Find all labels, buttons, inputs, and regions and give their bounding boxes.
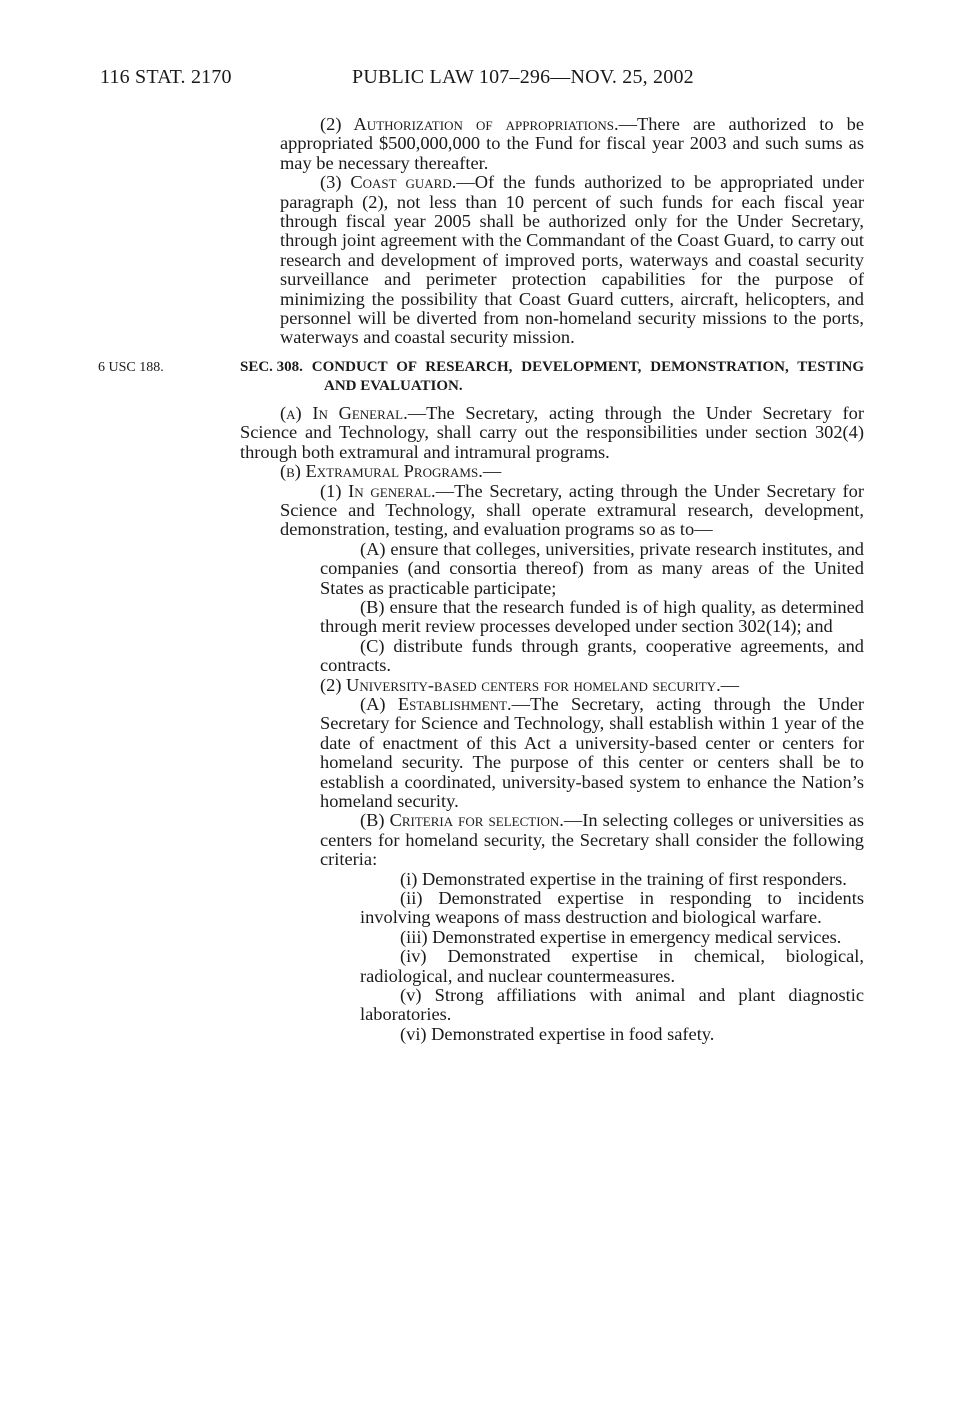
paragraph-text: —Of the funds authorized to be appropriated under paragraph (2), not less than 10 percent of such funds for each fiscal year through fiscal year 2005 shall be authorized only for the Under Secretary, through joint agreement with the Commandant of the Coast Guard, to carry out research and development of improved ports, waterways and coastal security surveillance and perimeter protection capabilities for the purpose of minimizing the possibility that Coast Guard cutters, aircraft, helicopters, and personnel will be diverted from non-homeland security missions to the ports, waterways and coastal security mission. (280, 172, 864, 348)
subsection-a (240, 404, 864, 462)
paragraph-text: —The Secretary, acting through the Under Secretary for Science and Technology, shall carry out the responsibilities under section 302(4) through both extramural and intramural programs. (240, 402, 864, 462)
paragraph-b1 (240, 482, 864, 540)
section-title-text: CONDUCT OF RESEARCH, DEVELOPMENT, DEMONSTRATION, TESTING AND EVALUATION. (311, 358, 864, 394)
paragraph-text: — (720, 674, 740, 695)
paragraph-heading: (2) Authorization of appropriations. (320, 114, 619, 134)
subparagraph-b2-a (240, 695, 864, 811)
running-header (100, 66, 880, 92)
criterion-item: (iii) Demonstrated expertise in emergency medical services. (400, 926, 842, 947)
usc-sidenote: 6 USC 188. (98, 359, 164, 375)
paragraph-heading: (1) In general. (320, 480, 436, 501)
paragraph-text: —The Secretary, acting through the Under Secretary for Science and Technology, shall operate extramural research, development, demonstration, testing, and evaluation programs so as to— (280, 480, 864, 540)
paragraph-heading: (B) Criteria for selection. (360, 810, 564, 831)
criterion-item: (iv) Demonstrated expertise in chemical, biological, radiological, and nuclear countermeasures. (360, 946, 864, 986)
subparagraph-b1-c: (C) distribute funds through grants, cooperative agreements, and contracts. (320, 635, 864, 676)
public-law-citation: PUBLIC LAW 107–296—NOV. 25, 2002 (352, 66, 694, 88)
section-number: SEC. 308. (240, 358, 303, 375)
paragraph-heading: (b) Extramural Programs. (280, 461, 483, 482)
paragraph-authorization (240, 115, 864, 173)
document-body (98, 114, 865, 1044)
criterion-item: (i) Demonstrated expertise in the training of first responders. (400, 868, 847, 889)
paragraph-heading: (3) Coast guard. (320, 172, 457, 193)
subparagraph-b1-a: (A) ensure that colleges, universities, private research institutes, and companies (and consortia thereof) from as many areas of the United States as practicable participate; (320, 538, 864, 598)
paragraph-text: — (482, 461, 502, 482)
subparagraph-b2-b (240, 811, 864, 869)
statute-page-number: 116 STAT. 2170 (100, 66, 232, 88)
section-header (98, 358, 864, 396)
subparagraph-b1-b: (B) ensure that the research funded is of high quality, as determined through merit review processes developed under section 302(14); and (320, 596, 864, 637)
paragraph-coast-guard (240, 173, 864, 348)
criterion-item: (ii) Demonstrated expertise in responding to incidents involving weapons of mass destruction and biological warfare. (360, 888, 864, 928)
paragraph-heading: (a) In General. (280, 402, 408, 423)
criterion-item: (v) Strong affiliations with animal and plant diagnostic laboratories. (360, 985, 864, 1025)
paragraph-text: —There are authorized to be appropriated $500,000,000 to the Fund for fiscal year 2003 and such sums as may be necessary thereafter. (280, 114, 865, 173)
subsection-b (240, 462, 864, 481)
criterion-item: (vi) Demonstrated expertise in food safety. (400, 1023, 715, 1044)
paragraph-heading: (A) Establishment. (360, 693, 512, 714)
paragraph-b2 (240, 676, 864, 695)
section-title (240, 358, 864, 396)
paragraph-heading: (2) University-based centers for homeland security. (320, 674, 721, 695)
paragraph-text: —The Secretary, acting through the Under Secretary for Science and Technology, shall establish within 1 year of the date of enactment of this Act a university-based center or centers for homeland security. The purpose of this center or centers shall be to establish a coordinated, university-based system to enhance the Nation’s homeland security. (320, 693, 864, 811)
paragraph-text: —In selecting colleges or universities as centers for homeland security, the Secretary shall consider the following criteria: (320, 810, 864, 870)
